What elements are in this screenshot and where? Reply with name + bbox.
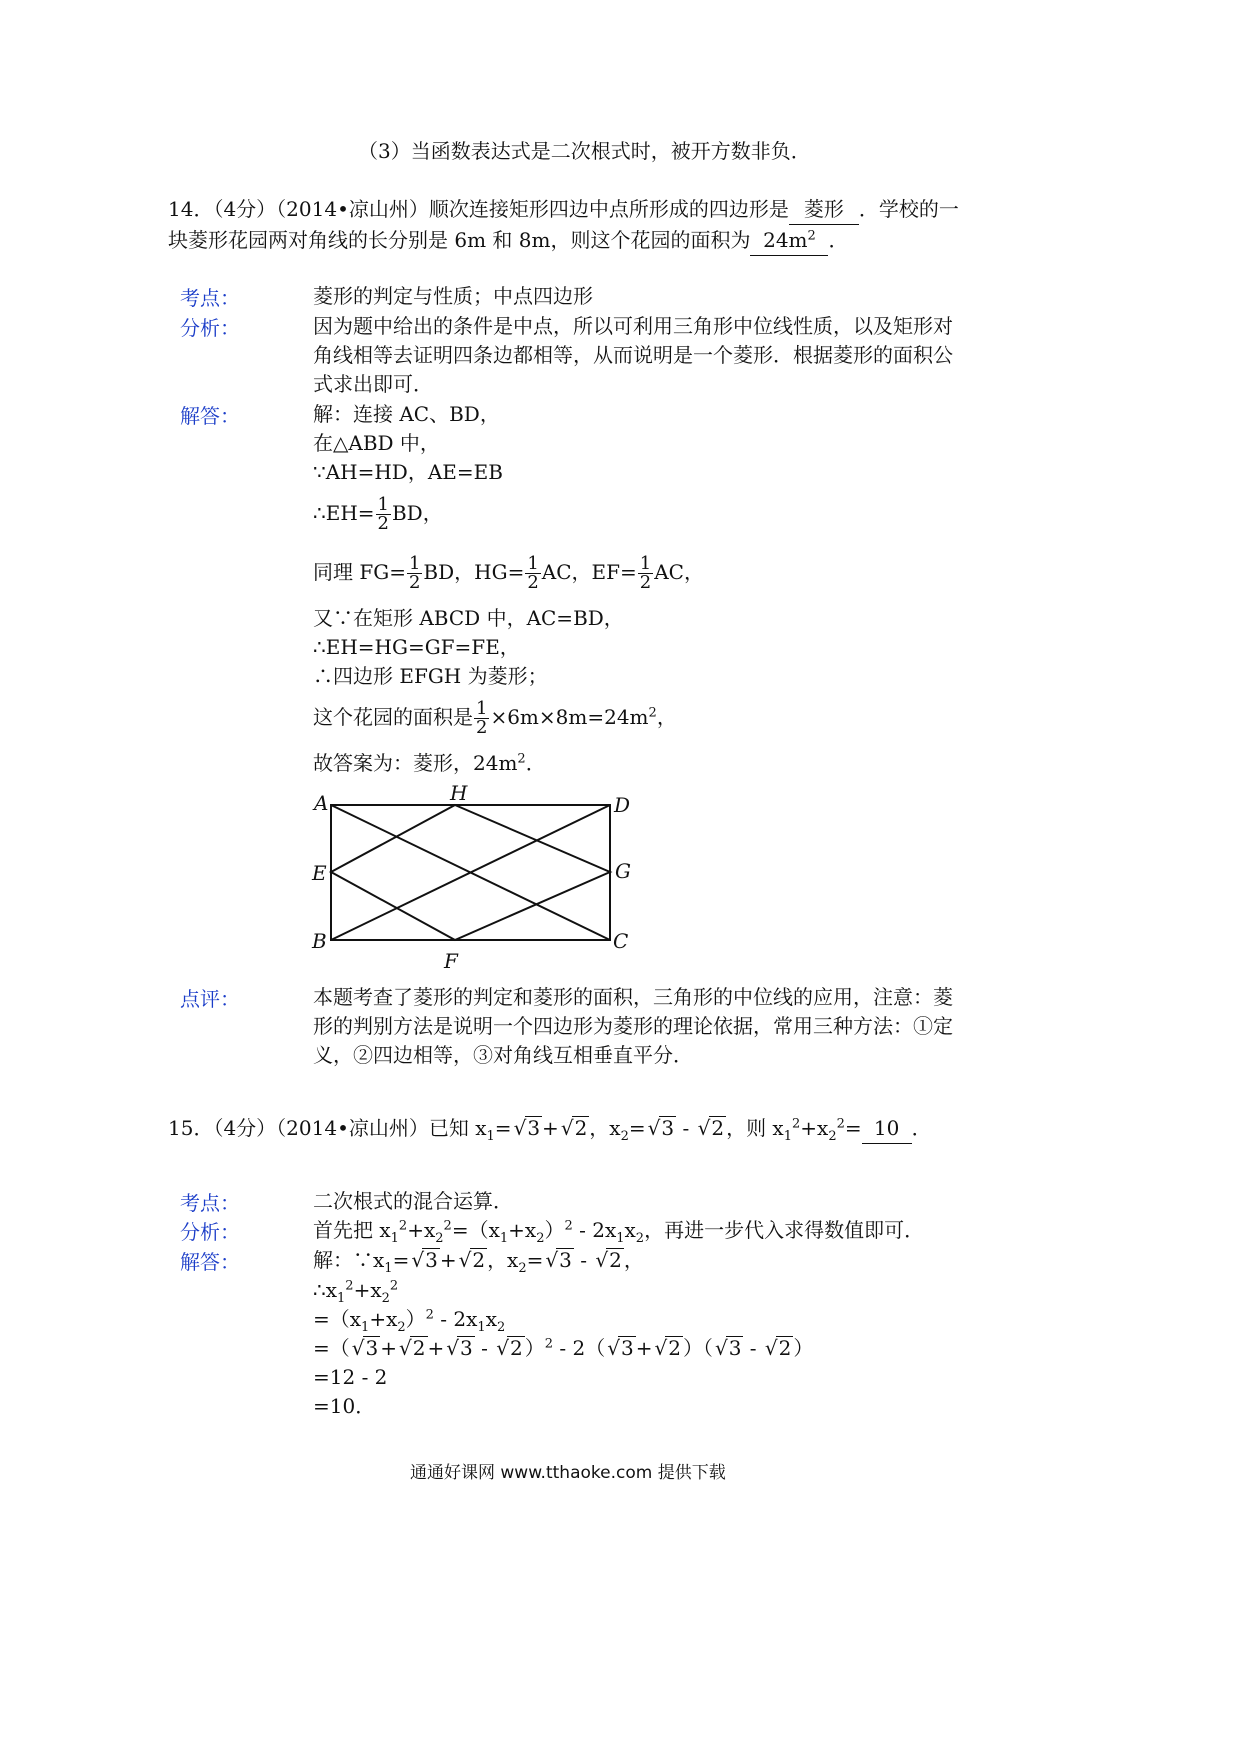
q15-fenxi-g: x: [624, 1218, 636, 1242]
q15-j2a: ∴x: [313, 1278, 338, 1302]
label-a: A: [314, 791, 329, 815]
q14-step-3: ∵AH=HD，AE=EB: [313, 460, 503, 484]
sub-2: 2: [518, 1261, 527, 1276]
sqrt-3: [350, 1336, 380, 1360]
sub-2: 2: [828, 1129, 837, 1144]
sub-1: 1: [499, 1231, 509, 1246]
q15-stem-c: +x: [800, 1116, 829, 1140]
q15-stem-e: ．: [911, 1116, 932, 1140]
sup-2: 2: [398, 1218, 408, 1234]
radicand-2: √ 2: [572, 1116, 589, 1139]
q15-stem: [168, 1113, 932, 1144]
q15-fenxi-c: =（x: [451, 1218, 500, 1242]
radicand-2: √ 2: [470, 1248, 487, 1271]
equals: =: [526, 1248, 544, 1272]
q15-jieda-1: [313, 1245, 644, 1275]
fraction-half: [376, 496, 391, 533]
q14-step-5c: AC，EF=: [541, 560, 637, 584]
sqrt-2: [457, 1248, 487, 1272]
q14-step-9c: ，: [656, 705, 677, 729]
sqrt-3: [444, 1336, 474, 1360]
sub-2: 2: [536, 1231, 545, 1246]
plus: +: [635, 1336, 653, 1360]
q15-stem-d: =: [844, 1116, 862, 1140]
q14-step-8: ∴四边形 EFGH 为菱形；: [313, 664, 548, 688]
minus: -: [573, 1248, 594, 1272]
comma-x: ，x: [589, 1116, 621, 1140]
q15-j3e: x: [485, 1307, 497, 1331]
q15-j1b: ，x: [487, 1248, 519, 1272]
q14-label-fenxi: 分析：: [180, 316, 240, 340]
q15-jieda-2: [313, 1275, 398, 1305]
sqrt-3: [605, 1336, 635, 1360]
q14-dianping-line2: 形的判别方法是说明一个四边形为菱形的理论依据，常用三种方法：①定: [313, 1014, 953, 1038]
label-g: G: [615, 859, 631, 883]
q15-jieda-5: =12 - 2: [313, 1365, 388, 1389]
q14-step-4a: ∴EH=: [313, 501, 375, 525]
q14-blank-2: [750, 225, 828, 256]
sup-2: 2: [425, 1307, 434, 1323]
sub-2: 2: [620, 1129, 629, 1144]
q15-fenxi-h: ，再进一步代入求得数值即可．: [644, 1218, 925, 1242]
q14-step-10: [313, 748, 546, 778]
q14-blank-1: 菱形: [789, 194, 859, 225]
radicand-3: √ 3: [457, 1336, 474, 1359]
q14-step-9a: 这个花园的面积是: [313, 705, 473, 729]
q15-j4c: - 2（: [553, 1336, 606, 1360]
radicand-3: √ 3: [618, 1336, 635, 1359]
radicand-2: √ 2: [665, 1336, 682, 1359]
q14-stem-d: ．: [828, 228, 849, 252]
radicand-2: √ 2: [410, 1336, 427, 1359]
q15-j4b: ）: [524, 1336, 545, 1360]
sqrt-3: [543, 1248, 573, 1272]
q14-step-5d: AC，: [654, 560, 704, 584]
q14-fenxi-line3: 式求出即可．: [313, 372, 433, 396]
sqrt-2: [696, 1116, 726, 1140]
sqrt-2: [652, 1336, 682, 1360]
minus: -: [676, 1116, 696, 1140]
q15-jieda-3: [313, 1304, 505, 1334]
frac-den: 2: [527, 572, 539, 593]
sup-2: 2: [345, 1278, 354, 1294]
q15-blank: 10: [862, 1113, 912, 1144]
q14-step-5b: BD，HG=: [423, 560, 525, 584]
minus: -: [743, 1336, 763, 1360]
sqrt-2: [559, 1116, 589, 1140]
label-h: H: [450, 781, 468, 805]
q14-step-10-sup: 2: [517, 751, 526, 767]
frac-num: 1: [408, 553, 421, 574]
q15-stem-a: 15．（4分）（2014•凉山州）已知 x: [168, 1116, 487, 1140]
sup-2: 2: [389, 1278, 399, 1294]
fraction-half: [638, 555, 653, 592]
q14-step-5: [313, 555, 704, 592]
q14-step-5a: 同理 FG=: [313, 560, 406, 584]
sub-1: 1: [783, 1129, 792, 1144]
radicand-2: √ 2: [507, 1336, 524, 1359]
q14-label-kaodian: 考点：: [180, 286, 240, 310]
sub-1: 1: [361, 1320, 370, 1335]
plus: +: [427, 1336, 445, 1360]
radicand-2: √ 2: [709, 1116, 726, 1139]
q14-step-9: [313, 700, 677, 737]
q15-fenxi-e: ）: [544, 1218, 565, 1242]
radicand-3: √ 3: [422, 1248, 439, 1271]
q14-step-7: ∴EH=HG=GF=FE，: [313, 635, 520, 659]
q15-jieda-4: [313, 1333, 813, 1363]
q15-j4e: ）: [793, 1336, 814, 1360]
plus: +: [439, 1248, 457, 1272]
sub-2: 2: [635, 1231, 645, 1246]
radicand-3: √ 3: [363, 1336, 380, 1359]
q15-j4a: =（: [313, 1336, 350, 1360]
q15-fenxi-a: 首先把 x: [313, 1218, 391, 1242]
q15-j1a: 解：∵x: [313, 1248, 385, 1272]
q14-stem-c: 块菱形花园两对角线的长分别是 6m 和 8m，则这个花园的面积为: [168, 228, 751, 252]
q15-label-fenxi: 分析：: [180, 1220, 240, 1244]
q14-step-9-sup: 2: [648, 705, 657, 721]
q15-j3b: +x: [369, 1307, 398, 1331]
sqrt-3: [512, 1116, 542, 1140]
sup-2: 2: [443, 1218, 452, 1234]
q14-dianping-line3: 义，②四边相等，③对角线互相垂直平分．: [313, 1043, 693, 1067]
sqrt-3: [646, 1116, 676, 1140]
q14-label-dianping: 点评：: [180, 987, 240, 1011]
frac-num: 1: [527, 553, 539, 574]
sup-2: 2: [544, 1336, 553, 1352]
q15-j2b: +x: [353, 1278, 382, 1302]
plus: +: [380, 1336, 398, 1360]
frac-num: 1: [377, 494, 389, 515]
q15-j4d: ）（: [682, 1336, 713, 1360]
q14-stem-line2: [168, 225, 848, 256]
sub-1: 1: [486, 1129, 495, 1144]
q14-step-9b: ×6m×8m=24m: [490, 705, 649, 729]
q15-label-kaodian: 考点：: [180, 1191, 240, 1215]
sup-2: 2: [564, 1218, 573, 1234]
q14-step-1: 解：连接 AC、BD，: [313, 402, 500, 426]
q14-step-2: 在△ABD 中，: [313, 431, 440, 455]
q15-fenxi-b: +x: [407, 1218, 436, 1242]
q14-blank-2-sup: 2: [807, 228, 816, 244]
fraction-half: [525, 555, 540, 592]
equals: =: [392, 1248, 410, 1272]
footer-source: 通通好课网 www.tthaoke.com 提供下载: [410, 1463, 726, 1483]
q14-dianping-line1: 本题考查了菱形的判定和菱形的面积，三角形的中位线的应用，注意：菱: [313, 985, 953, 1009]
fraction-half: [474, 700, 489, 737]
q15-j3d: - 2x: [433, 1307, 478, 1331]
q14-fenxi-line2: 角线相等去证明四条边都相等，从而说明是一个菱形．根据菱形的面积公: [313, 343, 953, 367]
prev-item-text: （3）当函数表达式是二次根式时，被开方数非负．: [358, 139, 811, 163]
q15-stem-b: ，则 x: [726, 1116, 784, 1140]
frac-den: 2: [639, 572, 652, 593]
q14-stem-a: 14．（4分）（2014•凉山州）顺次连接矩形四边中点所形成的四边形是: [168, 197, 789, 221]
frac-num: 1: [639, 553, 652, 574]
radicand-3: √ 3: [525, 1116, 542, 1139]
sub-2: 2: [397, 1320, 406, 1335]
sub-2: 2: [435, 1231, 444, 1246]
frac-den: 2: [476, 717, 488, 738]
q15-fenxi-d: +x: [508, 1218, 537, 1242]
label-c: C: [613, 929, 629, 953]
frac-num: 1: [476, 698, 488, 719]
sub-1: 1: [337, 1291, 346, 1306]
q15-fenxi-f: - 2x: [572, 1218, 617, 1242]
sqrt-3: [713, 1336, 743, 1360]
q15-label-jieda: 解答：: [180, 1250, 240, 1274]
q14-step-10b: ．: [525, 751, 546, 775]
label-f: F: [444, 949, 458, 973]
q14-step-4: [313, 496, 443, 533]
plus: +: [542, 1116, 559, 1140]
sup-2: 2: [792, 1116, 801, 1132]
q15-j3c: ）: [405, 1307, 426, 1331]
q15-jieda-6: =10．: [313, 1394, 376, 1418]
q15-j1c: ，: [623, 1248, 644, 1272]
label-b: B: [312, 929, 327, 953]
q14-stem-b: ．学校的一: [858, 197, 959, 221]
sqrt-2: [593, 1248, 623, 1272]
q14-blank-2-value: 24m: [763, 228, 808, 252]
radicand-3: √ 3: [726, 1336, 743, 1359]
label-d: D: [614, 793, 631, 817]
q14-stem-line1: [168, 194, 959, 225]
frac-den: 2: [408, 572, 421, 593]
sub-1: 1: [390, 1231, 399, 1246]
sub-1: 1: [616, 1231, 625, 1246]
q14-step-6: 又∵在矩形 ABCD 中，AC=BD，: [313, 606, 624, 630]
fraction-half: [407, 555, 422, 592]
sqrt-2: [763, 1336, 793, 1360]
sub-2: 2: [381, 1291, 390, 1306]
q14-kaodian: 菱形的判定与性质；中点四边形: [313, 284, 593, 308]
q15-kaodian: 二次根式的混合运算．: [313, 1189, 513, 1213]
sqrt-2: [494, 1336, 524, 1360]
label-e: E: [312, 861, 327, 885]
q14-step-10a: 故答案为：菱形，24m: [313, 751, 518, 775]
q15-j3a: =（x: [313, 1307, 362, 1331]
q14-label-jieda: 解答：: [180, 404, 240, 428]
radicand-2: √ 2: [606, 1248, 623, 1271]
q14-fenxi-line1: 因为题中给出的条件是中点，所以可利用三角形中位线性质，以及矩形对: [313, 314, 953, 338]
sqrt-2: [397, 1336, 427, 1360]
minus: -: [474, 1336, 495, 1360]
q15-fenxi: [313, 1215, 924, 1245]
sub-1: 1: [477, 1320, 486, 1335]
equals: =: [628, 1116, 646, 1140]
q14-step-4b: BD，: [391, 501, 443, 525]
radicand-2: √ 2: [776, 1336, 793, 1359]
frac-den: 2: [377, 513, 389, 534]
equals: =: [494, 1116, 512, 1140]
sub-1: 1: [384, 1261, 393, 1276]
sub-2: 2: [496, 1320, 506, 1335]
sqrt-3: [409, 1248, 439, 1272]
sup-2: 2: [836, 1116, 845, 1132]
radicand-3: √ 3: [556, 1248, 573, 1271]
radicand-3: √ 3: [659, 1116, 676, 1139]
rectangle-rhombus-figure: [300, 780, 660, 980]
